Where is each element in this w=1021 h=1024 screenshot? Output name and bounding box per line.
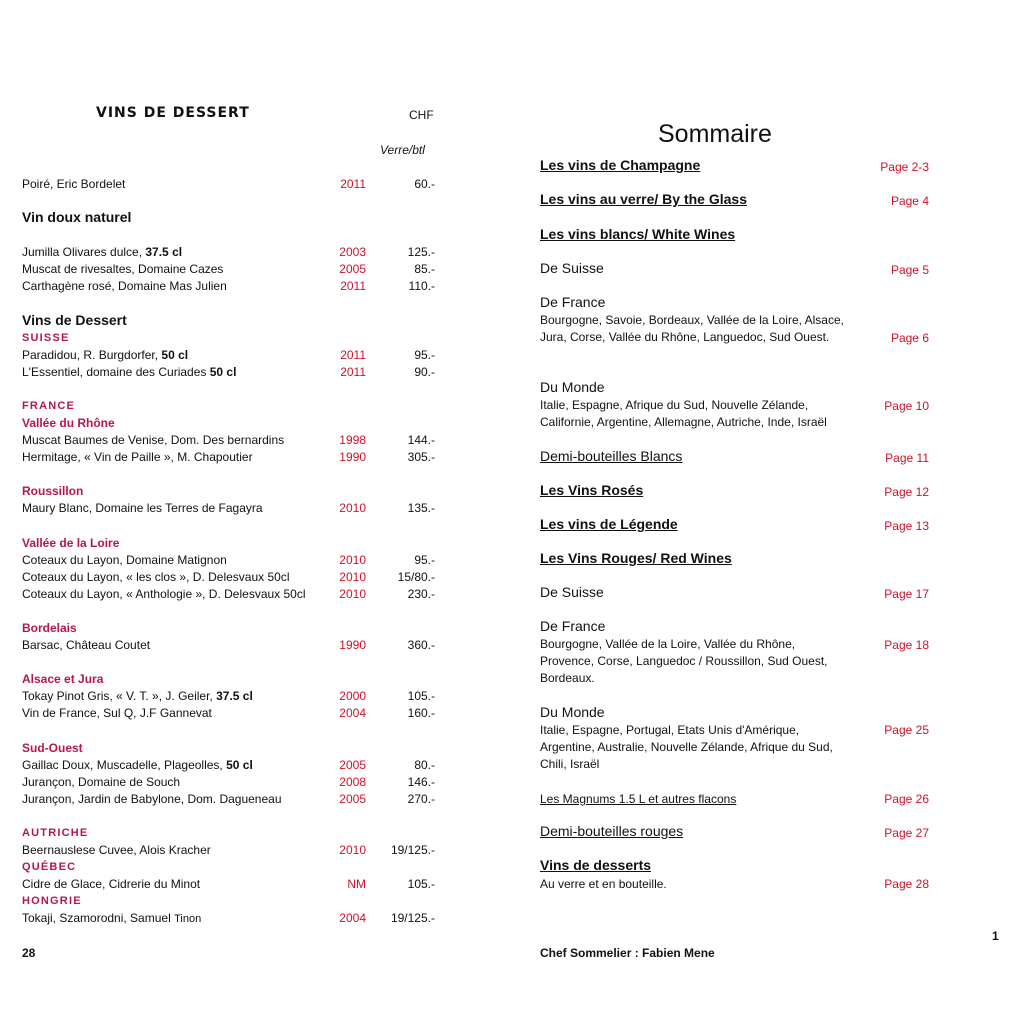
toc-page-blancs-monde: Page 10: [884, 399, 929, 413]
toc-demi-blancs[interactable]: Demi-bouteilles Blancs: [540, 448, 683, 464]
toc-page-rouges-monde: Page 25: [884, 723, 929, 737]
currency-label: CHF: [409, 108, 434, 122]
wine-price: 360.-: [407, 638, 435, 652]
toc-legende[interactable]: Les vins de Légende: [540, 516, 678, 532]
unit-label: Verre/btl: [380, 143, 425, 157]
wine-year: 2011: [340, 348, 366, 362]
wine-name: Beernauslese Cuvee, Alois Kracher: [22, 843, 211, 857]
toc-page-rouges-france: Page 18: [884, 638, 929, 652]
wine-name: Jumilla Olivares dulce, 37.5 cl: [22, 245, 183, 259]
wine-price: 15/80.-: [397, 570, 435, 584]
toc-magnums[interactable]: Les Magnums 1.5 L et autres flacons: [540, 792, 737, 806]
wine-name: Paradidou, R. Burgdorfer, 50 cl: [22, 348, 189, 362]
wine-year: 2008: [339, 775, 366, 789]
toc-rouges-france-desc: Bourgogne, Vallée de la Loire, Vallée du Rhône, Provence, Corse, Languedoc / Roussillon, Sud Ouest, Bordeaux.: [540, 637, 828, 685]
wine-name: Jurançon, Domaine de Souch: [22, 775, 181, 789]
left-page-number: 28: [22, 946, 36, 960]
toc-blancs-monde-desc: Italie, Espagne, Afrique du Sud, Nouvelle Zélande, Californie, Argentine, Allemagne, Autriche, Inde, Israël: [540, 398, 827, 429]
toc-by-the-glass[interactable]: Les vins au verre/ By the Glass: [540, 191, 747, 207]
wine-year: 2010: [339, 570, 366, 584]
wine-price: 80.-: [414, 758, 435, 772]
region-label-bordelais: Bordelais: [22, 621, 77, 635]
wine-year: 2000: [339, 689, 366, 703]
toc-blancs-france: De France: [540, 294, 606, 310]
wine-name: Carthagène rosé, Domaine Mas Julien: [22, 279, 227, 293]
toc-white-wines[interactable]: Les vins blancs/ White Wines: [540, 226, 736, 242]
toc-page-demi-blancs: Page 11: [885, 451, 929, 465]
toc-page-blancs-france: Page 6: [890, 331, 929, 345]
section-heading-vins-de-dessert: Vins de Dessert: [22, 312, 127, 328]
wine-year: 2003: [339, 245, 366, 259]
wine-year: 2004: [339, 706, 366, 720]
region-label-alsace: Alsace et Jura: [22, 672, 104, 686]
wine-price: 95.-: [414, 553, 435, 567]
wine-price: 105.-: [407, 689, 435, 703]
wine-name: Coteaux du Layon, « Anthologie », D. Delesvaux 50cl: [22, 587, 306, 601]
wine-name: Hermitage, « Vin de Paille », M. Chapoutier: [22, 450, 253, 464]
wine-year: 1998: [339, 433, 366, 447]
wine-name: Maury Blanc, Domaine les Terres de Fagayra: [22, 501, 263, 515]
wine-price: 160.-: [407, 706, 435, 720]
wine-name: Muscat Baumes de Venise, Dom. Des bernardins: [22, 433, 285, 447]
wine-name: Gaillac Doux, Muscadelle, Plageolles, 50 cl: [22, 758, 253, 772]
toc-page-roses: Page 12: [884, 485, 929, 499]
sommaire-title: Sommaire: [658, 120, 772, 148]
toc-page-legende: Page 13: [884, 519, 929, 533]
wine-name: Coteaux du Layon, Domaine Matignon: [22, 553, 227, 567]
toc-rouges-monde-desc: Italie, Espagne, Portugal, Etats Unis d'Amérique, Argentine, Australie, Nouvelle Zélande, Afrique du Sud, Chili, Israël: [540, 723, 833, 771]
wine-year: NM: [347, 877, 366, 891]
wine-year: 1990: [339, 450, 366, 464]
wine-year: 2011: [340, 177, 366, 191]
toc-page-rouges-suisse: Page 17: [884, 587, 929, 601]
wine-year: 2005: [339, 758, 366, 772]
wine-year: 1990: [339, 638, 366, 652]
wine-year: 2011: [340, 365, 366, 379]
wine-price: 125.-: [407, 245, 435, 259]
wine-name: Vin de France, Sul Q, J.F Gannevat: [22, 706, 212, 720]
toc-blancs-france-desc: Bourgogne, Savoie, Bordeaux, Vallée de la Loire, Alsace, Jura, Corse, Vallée du Rhône, Languedoc, Sud Ouest.: [540, 313, 844, 344]
wine-year: 2010: [339, 553, 366, 567]
wine-name: Cidre de Glace, Cidrerie du Minot: [22, 877, 201, 891]
wine-price: 270.-: [407, 792, 435, 806]
wine-name: Coteaux du Layon, « les clos », D. Delesvaux 50cl: [22, 570, 290, 584]
country-label-hongrie: HONGRIE: [22, 895, 82, 907]
toc-blancs-suisse: De Suisse: [540, 260, 604, 276]
wine-year: 2010: [339, 501, 366, 515]
wine-price: 85.-: [414, 262, 435, 276]
wine-name: Barsac, Château Coutet: [22, 638, 151, 652]
toc-desserts[interactable]: Vins de desserts: [540, 857, 652, 873]
region-label-loire: Vallée de la Loire: [22, 536, 120, 550]
wine-price: 90.-: [414, 365, 435, 379]
toc-page-demi-rouges: Page 27: [884, 826, 929, 840]
wine-name: Tokaji, Szamorodni, Samuel Tinon: [22, 911, 202, 925]
toc-rouges-france: De France: [540, 618, 606, 634]
wine-price: 146.-: [407, 775, 435, 789]
wine-price: 60.-: [414, 177, 435, 191]
toc-page-desserts: Page 28: [884, 877, 929, 891]
toc-page-blancs-suisse: Page 5: [890, 263, 929, 277]
wine-price: 110.-: [408, 279, 435, 293]
toc-rouges-suisse: De Suisse: [540, 584, 604, 600]
wine-name: Jurançon, Jardin de Babylone, Dom. Dagueneau: [22, 792, 282, 806]
wine-name: Muscat de rivesaltes, Domaine Cazes: [22, 262, 224, 276]
wine-price: 95.-: [414, 348, 435, 362]
toc-page-by-the-glass: Page 4: [890, 194, 929, 208]
wine-year: 2010: [339, 843, 366, 857]
toc-rouges-monde: Du Monde: [540, 704, 605, 720]
country-label-france: FRANCE: [22, 400, 76, 412]
toc-champagne[interactable]: Les vins de Champagne: [540, 157, 701, 173]
wine-year: 2010: [339, 587, 366, 601]
wine-price: 230.-: [407, 587, 435, 601]
wine-year: 2004: [339, 911, 366, 925]
toc-page-magnums: Page 26: [884, 792, 929, 806]
toc-demi-rouges[interactable]: Demi-bouteilles rouges: [540, 823, 684, 839]
toc-blancs-monde: Du Monde: [540, 379, 605, 395]
toc-desserts-desc: Au verre et en bouteille.: [540, 877, 667, 891]
wine-year: 2005: [339, 792, 366, 806]
section-heading-vin-doux-naturel: Vin doux naturel: [22, 209, 132, 225]
wine-year: 2011: [340, 279, 366, 293]
wine-price: 305.-: [407, 450, 435, 464]
country-label-autriche: AUTRICHE: [22, 827, 89, 839]
wine-price: 144.-: [407, 433, 435, 447]
wine-price: 19/125.-: [390, 843, 435, 857]
wine-name: Tokay Pinot Gris, « V. T. », J. Geiler, 37.5 cl: [22, 689, 253, 703]
toc-roses[interactable]: Les Vins Rosés: [540, 482, 644, 498]
country-label-quebec: QUÉBEC: [22, 861, 77, 873]
wine-name: Poiré, Eric Bordelet: [22, 177, 126, 191]
region-label-roussillon: Roussillon: [22, 484, 84, 498]
toc-page-champagne: Page 2-3: [880, 160, 929, 174]
wine-year: 2005: [339, 262, 366, 276]
wine-name: L'Essentiel, domaine des Curiades 50 cl: [22, 365, 237, 379]
wine-price: 19/125.-: [390, 911, 435, 925]
wine-price: 105.-: [407, 877, 435, 891]
left-page-title: VINS DE DESSERT: [96, 105, 250, 121]
toc-red-wines[interactable]: Les Vins Rouges/ Red Wines: [540, 550, 732, 566]
wine-price: 135.-: [407, 501, 435, 515]
country-label-suisse: SUISSE: [22, 332, 70, 344]
region-label-rhone: Vallée du Rhône: [22, 416, 115, 430]
right-page-number: 1: [992, 929, 999, 943]
region-label-sud-ouest: Sud-Ouest: [22, 741, 83, 755]
footer-sommelier: Chef Sommelier : Fabien Mene: [540, 946, 715, 960]
